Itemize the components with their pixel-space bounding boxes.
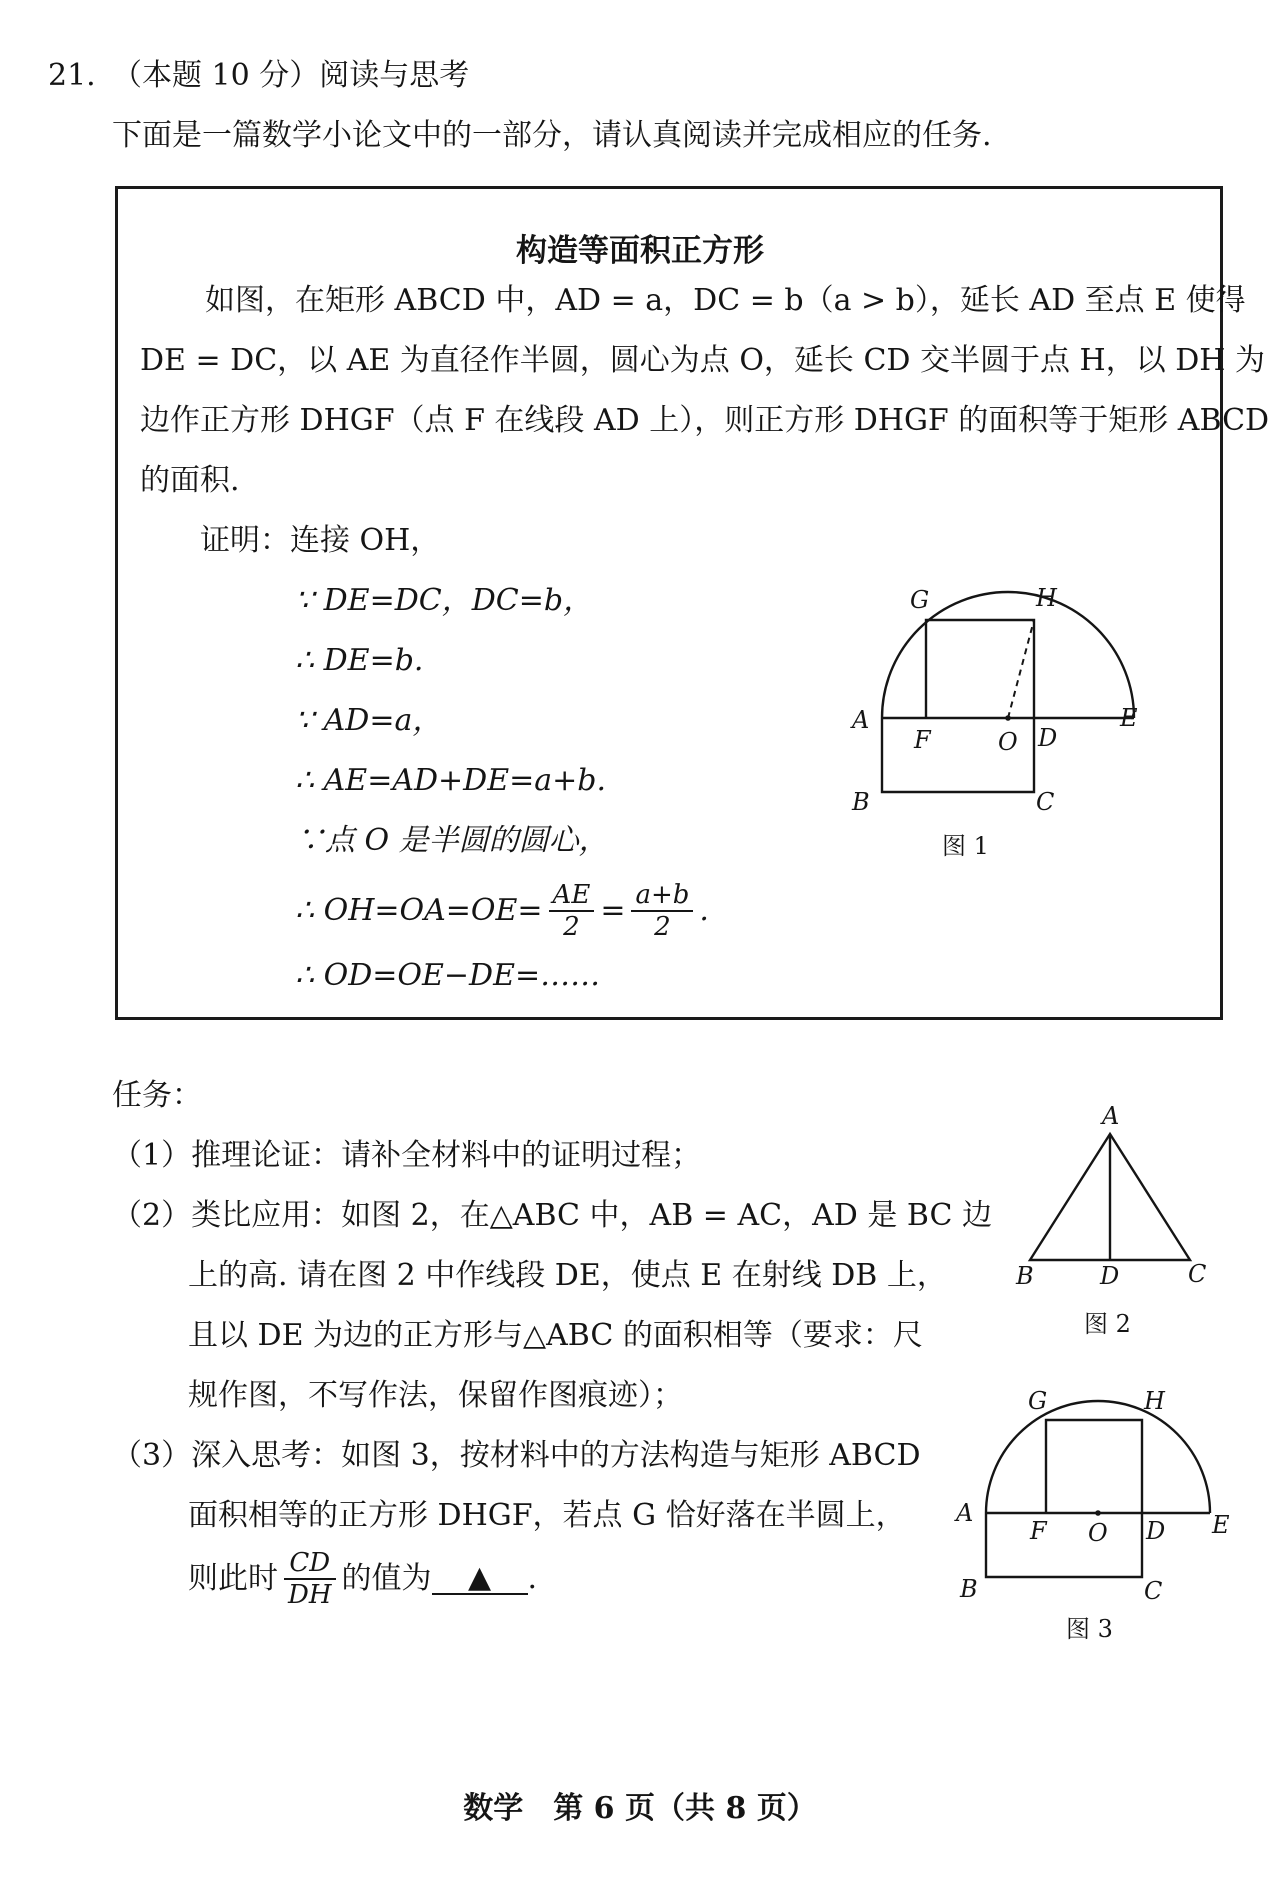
- essay-line-1: 如图，在矩形 ABCD 中，AD = a，DC = b（a > b），延长 AD 至点 E 使得: [205, 283, 1246, 318]
- fig3-label-a: A: [956, 1499, 974, 1527]
- essay-line-3: 边作正方形 DHGF（点 F 在线段 AD 上），则正方形 DHGF 的面积等于矩形 ABCD: [140, 403, 1270, 438]
- answer-blank[interactable]: ▲: [432, 1563, 528, 1595]
- fig1-label-a: A: [852, 706, 870, 734]
- question-header: （本题 10 分）阅读与思考: [112, 58, 470, 93]
- fig1-label-h: H: [1036, 584, 1057, 612]
- fig1-label-o: O: [998, 728, 1018, 756]
- fig3-label-g: G: [1028, 1387, 1048, 1415]
- figure-3: [950, 1375, 1240, 1645]
- fig1-label-d: D: [1038, 724, 1058, 752]
- tasks-heading: 任务：: [112, 1078, 202, 1113]
- fig3-semicircle: [986, 1401, 1210, 1513]
- fig2-label-b: B: [1016, 1262, 1034, 1290]
- fig1-square-dhgf: [926, 620, 1034, 718]
- fig1-caption: 图 1: [942, 832, 989, 860]
- essay-title: 构造等面积正方形: [516, 233, 764, 269]
- fig1-dashed-oh: [1008, 620, 1034, 718]
- task-3-line-2: 面积相等的正方形 DHGF，若点 G 恰好落在半圆上，: [188, 1498, 906, 1533]
- fig3-center-o: [1095, 1510, 1101, 1516]
- question-number: 21.: [48, 58, 96, 93]
- proof-fraction-line: [295, 880, 709, 942]
- proof-step-4: ∴ AE=AD+DE=a+b.: [295, 763, 607, 798]
- task-3-line-1: （3）深入思考：如图 3，按材料中的方法构造与矩形 ABCD: [112, 1438, 921, 1473]
- fig2-label-c: C: [1188, 1260, 1207, 1288]
- frac-denominator: DH: [288, 1580, 332, 1610]
- fraction-a-plus-b-over-2: [631, 880, 693, 942]
- frac-numerator: a+b: [635, 880, 690, 910]
- fig3-square-dhgf: [1046, 1420, 1142, 1513]
- fig3-label-b: B: [960, 1575, 978, 1603]
- fig3-label-d: D: [1146, 1517, 1166, 1545]
- fig1-label-g: G: [910, 586, 930, 614]
- task-2-line-1: （2）类比应用：如图 2，在△ABC 中，AB = AC，AD 是 BC 边: [112, 1198, 992, 1233]
- proof-frac-prefix: ∴ OH=OA=OE=: [295, 893, 543, 928]
- fig1-label-c: C: [1036, 788, 1055, 816]
- task-3-answer-line: [188, 1548, 537, 1610]
- figure-1: [840, 570, 1160, 870]
- proof-step-2: ∴ DE=b.: [295, 643, 424, 678]
- task-3-prefix: 则此时: [188, 1561, 278, 1596]
- proof-start: 证明：连接 OH，: [200, 523, 441, 558]
- frac-denominator: 2: [563, 912, 580, 942]
- question-intro: 下面是一篇数学小论文中的一部分，请认真阅读并完成相应的任务.: [112, 118, 992, 153]
- fig2-label-d: D: [1100, 1262, 1120, 1290]
- frac-numerator: CD: [289, 1548, 331, 1578]
- task-2-line-3: 且以 DE 为边的正方形与△ABC 的面积相等（要求：尺: [188, 1318, 923, 1353]
- task-3-suffix: 的值为: [341, 1561, 432, 1596]
- task-2-line-4: 规作图，不写作法，保留作图痕迹）；: [188, 1378, 683, 1413]
- task-3-end: .: [527, 1561, 538, 1596]
- frac-suffix: .: [699, 893, 709, 928]
- proof-step-5: ∵点 O 是半圆的圆心，: [295, 823, 609, 858]
- fraction-cd-over-dh: [284, 1548, 336, 1610]
- proof-step-1: ∵ DE=DC，DC=b，: [295, 583, 594, 618]
- fig3-rectangle-abcd: [986, 1513, 1142, 1577]
- proof-step-3: ∵ AD=a，: [295, 703, 443, 738]
- fig2-label-a: A: [1102, 1102, 1120, 1130]
- fraction-ae-over-2: [549, 880, 595, 942]
- fig1-label-f: F: [914, 726, 931, 754]
- fig3-caption: 图 3: [1066, 1615, 1113, 1643]
- fig3-label-c: C: [1144, 1577, 1163, 1605]
- fig1-center-o: [1005, 715, 1011, 721]
- frac-numerator: AE: [552, 880, 591, 910]
- fig2-caption: 图 2: [1084, 1310, 1131, 1338]
- task-1: （1）推理论证：请补全材料中的证明过程；: [112, 1138, 702, 1173]
- fig1-label-e: E: [1120, 704, 1138, 732]
- essay-line-2: DE = DC，以 AE 为直径作半圆，圆心为点 O，延长 CD 交半圆于点 H，以 DH 为: [140, 343, 1265, 378]
- essay-line-4: 的面积.: [140, 463, 240, 498]
- task-2-line-2: 上的高. 请在图 2 中作线段 DE，使点 E 在射线 DB 上，: [188, 1258, 947, 1293]
- fig3-label-o: O: [1088, 1519, 1108, 1547]
- frac-equals: =: [600, 893, 626, 928]
- fig3-label-f: F: [1030, 1517, 1047, 1545]
- fig3-label-h: H: [1144, 1387, 1165, 1415]
- fig1-label-b: B: [852, 788, 870, 816]
- figure-2: [1010, 1100, 1240, 1340]
- fig3-label-e: E: [1212, 1511, 1230, 1539]
- page-footer: 数学 第 6 页（共 8 页）: [463, 1791, 817, 1826]
- proof-last: ∴ OD=OE−DE=……: [295, 958, 601, 993]
- frac-denominator: 2: [654, 912, 671, 942]
